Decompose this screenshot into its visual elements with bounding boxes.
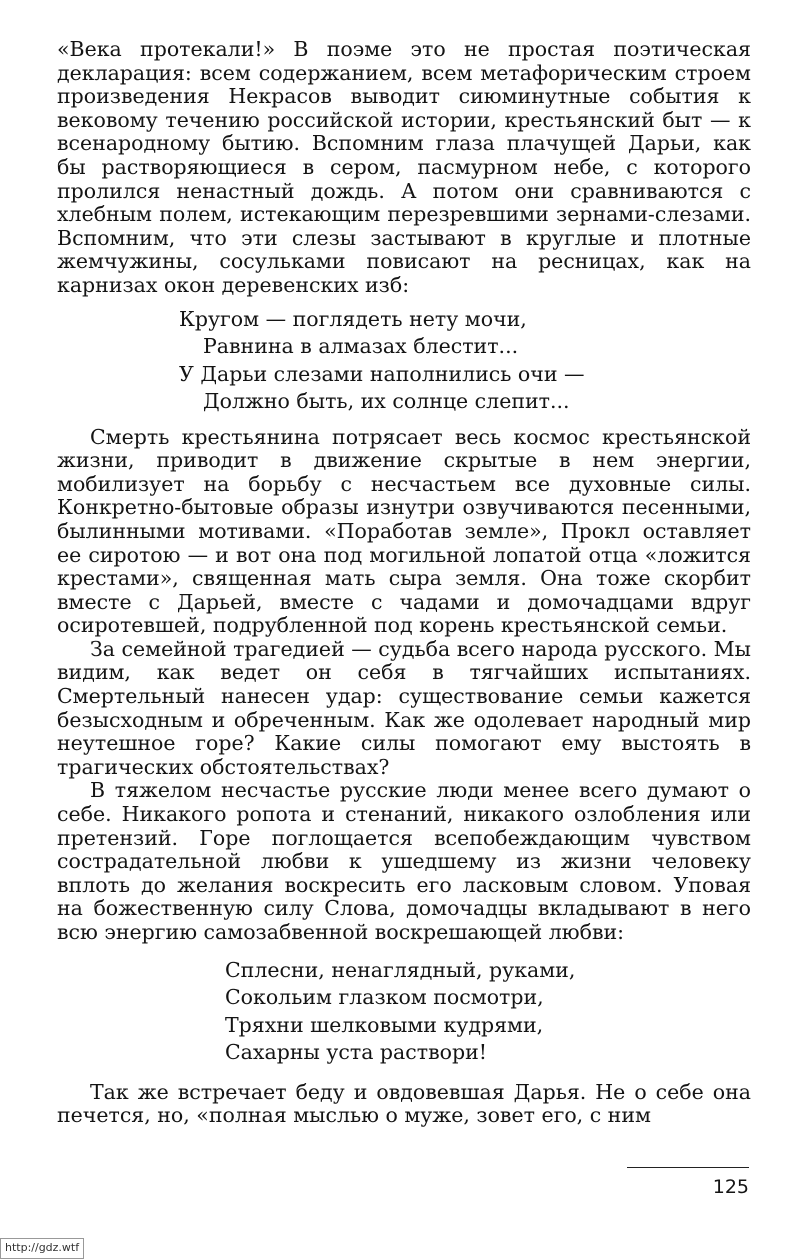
page-rule: [627, 1167, 749, 1168]
verse-line: Сплесни, ненаглядный, руками,: [225, 957, 576, 982]
verse-line: Должно быть, их солнце слепит...: [203, 389, 570, 414]
verse-line: Кругом — поглядеть нету мочи,: [179, 306, 527, 331]
verse-line: У Дарьи слезами наполнились очи —: [179, 361, 585, 386]
paragraph: Так же встречает беду и овдовевшая Дарья. Не о себе она печется, но, «полная мыслью о муже, зовет его, с ним: [57, 1079, 751, 1128]
verse-quote-1: [57, 306, 751, 416]
book-page: [57, 38, 751, 1128]
paragraph: За семейной трагедией — судьба всего народа русского. Мы видим, как ведет он себя в тягчайших испытаниях. Смертельный нанесен удар: существование семьи кажется безысходным и обреченным. Как же одолевает народный мир неутешное горе? Какие силы помогают ему выстоять в трагических обстоятельствах?: [57, 636, 751, 779]
paragraph: «Века протекали!» В поэме это не простая поэтическая декларация: всем содержанием, всем метафорическим строем произведения Некрасов выводит сиюминутные события к вековому течению российской истории, крестьянский быт — к всенародному бытию. Вспомним глаза плачущей Дарьи, как бы растворяющиеся в сером, пасмурном небе, с которого пролился ненастный дождь. А потом они сравниваются с хлебным полем, истекающим перезревшими зернами-слезами. Вспомним, что эти слезы застывают в круглые и плотные жемчужины, сосульками повисают на ресницах, как на карнизах окон деревенских изб:: [57, 37, 751, 297]
verse-quote-2: [57, 957, 751, 1067]
verse-line: Сахарны уста раствори!: [225, 1040, 488, 1065]
page-number: 125: [712, 1176, 749, 1198]
watermark-link[interactable]: http://gdz.wtf: [0, 1238, 84, 1259]
paragraph: Смерть крестьянина потрясает весь космос крестьянской жизни, приводит в движение скрытые в нем энергии, мобилизует на борьбу с несчастьем все духовные силы. Конкретно-бытовые образы изнутри озвучиваются песенными, былинными мотивами. «Поработав земле», Прокл оставляет ее сиротою — и вот она под могильной лопатой отца «ложится крестами», священная мать сыра земля. Она тоже скорбит вместе с Дарьей, вместе с чадами и домочадцами вдруг осиротевшей, подрубленной под корень крестьянской семьи.: [57, 424, 751, 638]
text-block-3: [57, 1081, 751, 1128]
verse-line: Равнина в алмазах блестит...: [203, 334, 519, 359]
verse-line: Сокольим глазком посмотри,: [225, 985, 544, 1010]
text-block-2: [57, 426, 751, 945]
text-block-1: [57, 38, 751, 298]
verse-line: Тряхни шелковыми кудрями,: [225, 1012, 544, 1037]
paragraph: В тяжелом несчастье русские люди менее всего думают о себе. Никакого ропота и стенаний, никакого озлобления или претензий. Горе поглощается всепобеждающим чувством сострадательной любви к ушедшему из жизни человеку вплоть до желания воскресить его ласковым словом. Уповая на божественную силу Слова, домочадцы вкладывают в него всю энергию самозабвенной воскрешающей любви:: [57, 778, 751, 944]
